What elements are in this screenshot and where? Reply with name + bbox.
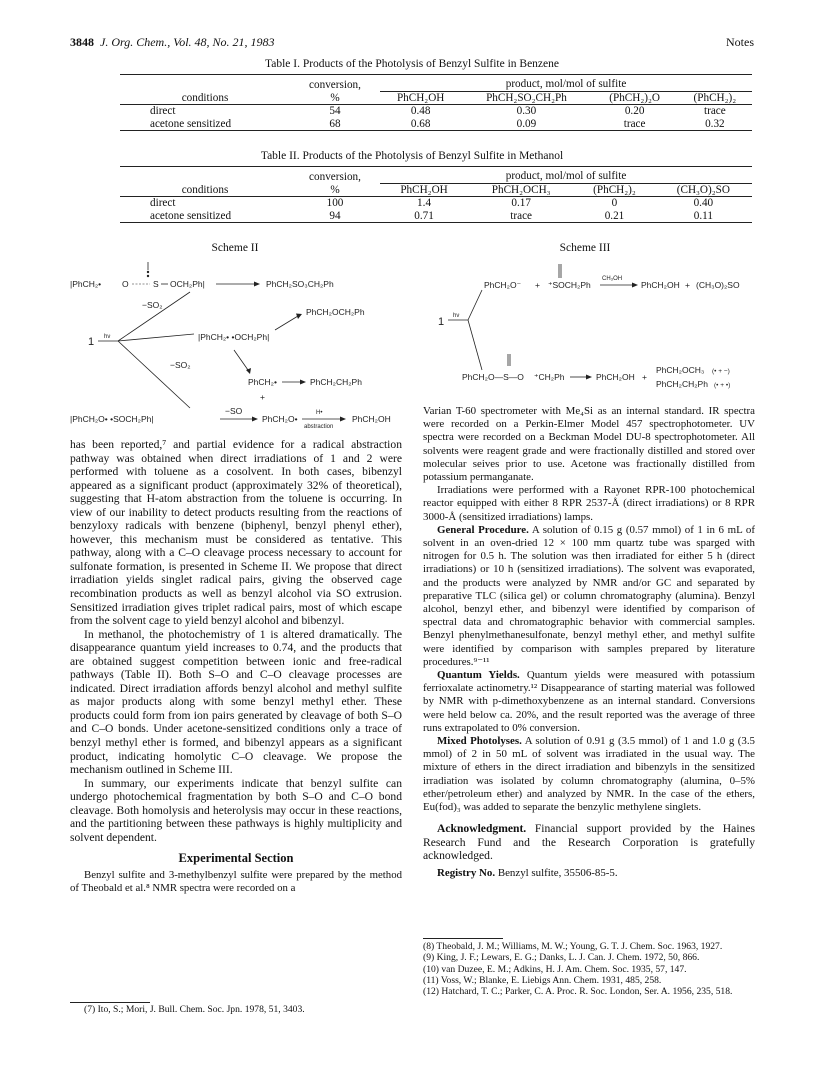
- table-cell: trace: [623, 117, 646, 130]
- scheme3-title: Scheme III: [559, 242, 611, 254]
- table-row: [120, 197, 752, 210]
- table1-col-header: PhCH₂OH: [380, 91, 461, 105]
- scheme2-title: Scheme II: [211, 242, 259, 254]
- s2-pair1-o: O: [122, 279, 129, 289]
- s2-product4: PhCH₂OH: [352, 414, 391, 424]
- footnote: (10) van Duzee, E. M.; Adkins, H. J. Am. Chem. Soc. 1935, 57, 147.: [423, 963, 687, 975]
- body-paragraph: In methanol, the photochemistry of 1 is altered dramatically. The disappearance quantum yield increases to 0.74, and the products that are obtained suggest competition between ionic and free-radical pathways (Table II). Both S–O and C–O cleavage processes are indicated. Direct irradiation affords benzyl alcohol and methyl sulfite as major products along with some benzyl methyl ether. These products could form from ion pairs generated by cleavage of both S–O and C–O bonds. Under acetone-sensitized conditions only a trace of benzyl methyl ether is formed, and bibenzyl appears as a significant product, indicating homolytic C–O cleavage. We propose the mechanism outlined in Scheme III.: [70, 627, 402, 777]
- journal-citation: J. Org. Chem., Vol. 48, No. 21, 1983: [100, 35, 275, 49]
- s3-reagent: CH₃OH: [602, 276, 623, 282]
- table2-conv-head2: %: [330, 183, 340, 196]
- table2-top-rule: [120, 166, 752, 167]
- subsection-heading: General Procedure.: [437, 523, 529, 536]
- table-row: [120, 118, 752, 131]
- body-paragraph: Benzyl sulfite and 3-methylbenzyl sulfite were prepared by the method of Theobald et al.⁸ NMR spectra were recorded on a: [70, 868, 402, 894]
- table-cell: 0.20: [624, 105, 645, 117]
- table-row: [120, 210, 752, 223]
- table1-col-header: (PhCH₂)₂O: [592, 91, 678, 105]
- registry-heading: Registry No.: [437, 867, 496, 880]
- table1-caption: Table I. Products of the Photolysis of Benzyl Sulfite in Benzene: [265, 58, 559, 70]
- table-cell: 0.32: [705, 117, 725, 130]
- s2-arrow: [275, 316, 298, 330]
- body-paragraph: A solution of 0.91 g (3.5 mmol) of 1 and 1.0 g (3.5 mmol) of 2 in 50 mL of solvent was irradiated in the usual way. The mixture of ethers in the direct irradiation and bibenzyls in the sensitized irradiation was isolated by column chromatography (alumina, 0–5% ether/petroleum ether) and analyzed by NMR. In the case of the ethers, Eu(fod)₃ was added to separate the benzylic methylene singlets.: [423, 735, 755, 814]
- table-cell: 100: [326, 197, 344, 209]
- table2-conditions-head: conditions: [181, 183, 229, 196]
- s2-minus-so: −SO: [225, 406, 243, 416]
- footnote: (11) Voss, W.; Blanke, E. Liebigs Ann. Chem. 1931, 485, 258.: [423, 974, 662, 986]
- table2-product-group: product, mol/mol of sulfite: [505, 170, 627, 182]
- s3-branch-line: [468, 290, 482, 320]
- s2-branch-line: [118, 341, 190, 408]
- s2-pair1-left: |PhCH₂•: [70, 279, 102, 289]
- s2-arrow: [234, 350, 248, 370]
- s2-arrowhead: [252, 417, 258, 422]
- body-paragraph: Quantum yields were measured with potassium ferrioxalate actinometry.¹² Disappearance of starting material was followed by NMR with p-dimethoxybenzene as an internal standard. Conversions were held below ca. 20%, and the result reported was the average of three runs extrapolated to 0% conversion.: [423, 669, 756, 734]
- footnote: (7) Ito, S.; Mori, J. Bull. Chem. Soc. Jpn. 1978, 51, 3403.: [84, 1004, 305, 1015]
- subsection-heading: Mixed Photolyses.: [437, 735, 522, 748]
- table-cell: trace: [510, 209, 533, 222]
- s2-arrowhead: [254, 282, 260, 287]
- s3-prod-d-note: (• + −): [712, 368, 730, 375]
- table-row: [120, 105, 752, 118]
- s3-prod-e: PhCH₂CH₂Ph: [656, 379, 708, 389]
- footnote: (9) King, J. F.; Lewars, E. G.; Danks, L. J. Can. J. Chem. 1972, 50, 866.: [423, 952, 700, 964]
- table1-col-header: PhCH₂SO₂CH₂Ph: [461, 91, 591, 105]
- s3-arrowhead: [586, 375, 592, 380]
- table-cell: direct: [150, 105, 176, 117]
- s2-dot: [147, 271, 149, 273]
- table2-caption: Table II. Products of the Photolysis of Benzyl Sulfite in Methanol: [260, 150, 564, 162]
- table2-col-header: PhCH₂OCH₃: [468, 183, 574, 197]
- s2-pair1-right: OCH₂Ph|: [170, 279, 205, 289]
- table2-conv-head1: conversion,: [309, 170, 361, 183]
- acknowledgment-heading: Acknowledgment.: [437, 822, 527, 836]
- s2-product1: PhCH₂SO₃CH₂Ph: [266, 279, 334, 289]
- s3-plus3: +: [642, 372, 647, 382]
- table-cell: 0.11: [693, 209, 713, 222]
- table1-conditions-head: conditions: [181, 91, 229, 104]
- table-cell: 0.40: [693, 197, 714, 209]
- table-cell: 68: [329, 117, 341, 130]
- s3-plus2: +: [685, 280, 690, 290]
- table-cell: 0.09: [516, 117, 537, 130]
- s2-pair2: |PhCH₂• •OCH₂Ph|: [198, 332, 270, 342]
- section-label: Notes: [726, 35, 754, 49]
- s2-pair4: |PhCH₂O• •SOCH₂Ph|: [70, 414, 154, 424]
- registry-text: Benzyl sulfite, 35506-85-5.: [497, 867, 618, 880]
- s3-prod-a: PhCH₂OH: [641, 280, 680, 290]
- table-cell: 1.4: [417, 197, 432, 209]
- table-cell: 0.71: [414, 209, 434, 222]
- s3-hv: hν: [453, 313, 460, 319]
- s3-prod-c: PhCH₂OH: [596, 372, 635, 382]
- table1-top-rule: [120, 74, 752, 75]
- s2-habs-top: H•: [316, 410, 323, 416]
- table1-product-group: product, mol/mol of sulfite: [505, 78, 627, 90]
- s3-arrowhead: [632, 283, 638, 288]
- table-cell: 0.30: [516, 105, 537, 117]
- s2-hv: hν: [104, 334, 111, 340]
- s3-cation1: ⁺SOCH₂Ph: [548, 280, 591, 290]
- table-cell: 0.21: [604, 209, 625, 222]
- footnote: (8) Theobald, J. M.; Williams, M. W.; Young, G. T. J. Chem. Soc. 1963, 1927.: [423, 941, 723, 952]
- s2-plus: +: [260, 392, 265, 402]
- s3-ion2: PhCH₂O—S—O: [462, 372, 524, 382]
- running-header: [70, 36, 275, 49]
- body-paragraph: Varian T-60 spectrometer with Me₄Si as an internal standard. IR spectra were recorded on a Perkin-Elmer Model 457 spectrophotometer. UV spectra were recorded on a Beckman Model DU-8 spectrophotometer. All solvents were reagent grade and were fractionally distilled and stored over molecular seives prior to use. Acetone was fractionally distilled from potassium permanganate.: [423, 405, 755, 484]
- left-column: [70, 438, 402, 894]
- table-cell: 0.48: [410, 105, 431, 117]
- s3-start-compound: 1: [438, 316, 445, 328]
- s3-prod-b: (CH₃O)₂SO: [696, 280, 740, 290]
- table-cell: 0: [611, 197, 618, 209]
- s2-dot: [147, 275, 149, 277]
- s2-branch-line: [118, 334, 194, 341]
- page-number: 3848: [70, 35, 94, 49]
- table1-col-header: (PhCH₂)₂: [678, 91, 752, 105]
- footnotes-right: [423, 941, 755, 997]
- table1-conv-head2: %: [330, 91, 340, 104]
- s3-branch-line: [468, 320, 482, 370]
- s3-plus1: +: [535, 280, 540, 290]
- s2-arrowhead: [300, 380, 306, 385]
- body-paragraph: Irradiations were performed with a Rayonet RPR-100 photochemical reactor equipped with either 8 RPR 2537-Å (direct irradiations) or 8 RPR 3000-Å (sensitized irradiations) lamps.: [423, 484, 755, 523]
- scheme2-diagram: [70, 258, 400, 434]
- table-cell: 94: [329, 209, 341, 222]
- table-cell: trace: [703, 105, 726, 117]
- s2-product2: PhCH₂OCH₂Ph: [306, 307, 365, 317]
- scheme3-diagram: [420, 258, 760, 398]
- s2-start-compound: 1: [88, 336, 95, 348]
- s2-minus-so2-a: −SO₂: [142, 300, 163, 310]
- table-cell: 0.68: [410, 117, 431, 130]
- s3-prod-e-note: (• + •): [714, 382, 731, 389]
- s2-minus-so2-b: −SO₂: [170, 360, 191, 370]
- footnote-rule: [423, 938, 503, 939]
- table1: [120, 78, 752, 131]
- footnote-rule: [70, 1002, 150, 1003]
- s2-product3: PhCH₂CH₂Ph: [310, 377, 362, 387]
- body-paragraph: In summary, our experiments indicate that benzyl sulfite can undergo photochemical fragmentation by both S–O and C–O bond cleavage. Both homolysis and heterolysis may occur in these reactions, and the partitioning between these pathways is highly multiplicity and solvent dependent.: [70, 776, 402, 844]
- table-cell: acetone sensitized: [150, 117, 232, 130]
- body-paragraph: has been reported,⁷ and partial evidence for a radical abstraction pathway was obtained when direct irradiations of 1 and 2 were performed with toluene as a cosolvent. In both cases, bibenzyl appeared as a significant product (approximately 32% of theoretical), suggesting that H-atom abstraction from the toluene is occurring. In view of our inability to detect products resulting from the reactions of benzyloxy radicals with benzene (biphenyl, benzyl phenyl ether), however, this mechanism must be considered as tentative. This pathway, along with a C–O cleavage process necessary to account for sulfonate formation, is presented in Scheme II. We propose that direct irradiation yields singlet radical pairs, giving the observed cage recombination products as well as benzyl alcohol via SO extrusion. Sensitized irradiation gives triplet radical pairs, most of which escape from the solvent cage to yield benzyl alcohol and bibenzyl.: [70, 438, 402, 628]
- table-cell: direct: [150, 197, 176, 209]
- s3-ion1: PhCH₂O⁻: [484, 280, 522, 290]
- footnote: (12) Hatchard, T. C.; Parker, C. A. Proc. R. Soc. London, Ser. A. 1956, 235, 518.: [423, 986, 733, 998]
- s2-radical4: PhCH₂O•: [262, 414, 298, 424]
- table2-col-header: PhCH₂OH: [380, 183, 468, 197]
- experimental-heading: Experimental Section: [178, 851, 294, 866]
- s2-radical3: PhCH₂•: [248, 377, 277, 387]
- table2: [120, 170, 752, 223]
- s2-habs-bottom: abstraction: [304, 424, 334, 430]
- acknowledgment-text: Financial support provided by the Haines Research Fund and the Research Corporation is gratefully acknowledged.: [423, 822, 755, 863]
- body-paragraph: A solution of 0.15 g (0.57 mmol) of 1 in 6 mL of solvent in an oven-dried 12 × 100 mm quartz tube was sparged with nitrogen for 0.5 h. The solution was then irradiated for either 5 h (direct irradiations) or 10 h (sensitized irradiations). The solvent was evaporated, and the products were analyzed by NMR and/or GC and separated by preparative TLC (silica gel) or column chromatography (alumina). Benzyl alcohol, benzyl ether, and bibenzyl were identified by comparison of spectral data and chromatographic behavior with commercial samples. Benzyl phenylmethanesulfonate, benzyl methyl ether, and methyl sulfite were identified by comparison with samples prepared by literature procedures.⁹⁻¹¹: [423, 523, 756, 668]
- table-cell: acetone sensitized: [150, 209, 232, 222]
- s3-cation2: ⁺CH₂Ph: [534, 372, 565, 382]
- subsection-heading: Quantum Yields.: [437, 669, 520, 682]
- table2-col-header: (CH₃O)₂SO: [655, 183, 752, 197]
- right-column: [423, 405, 755, 880]
- table-cell: 0.17: [511, 197, 531, 209]
- table-cell: 54: [329, 105, 341, 117]
- table2-col-header: (PhCH₂)₂: [574, 183, 654, 197]
- s2-arrowhead: [340, 417, 346, 422]
- s3-prod-d: PhCH₂OCH₃: [656, 365, 705, 375]
- table1-conv-head1: conversion,: [309, 78, 361, 91]
- s2-pair1-s: S: [153, 279, 159, 289]
